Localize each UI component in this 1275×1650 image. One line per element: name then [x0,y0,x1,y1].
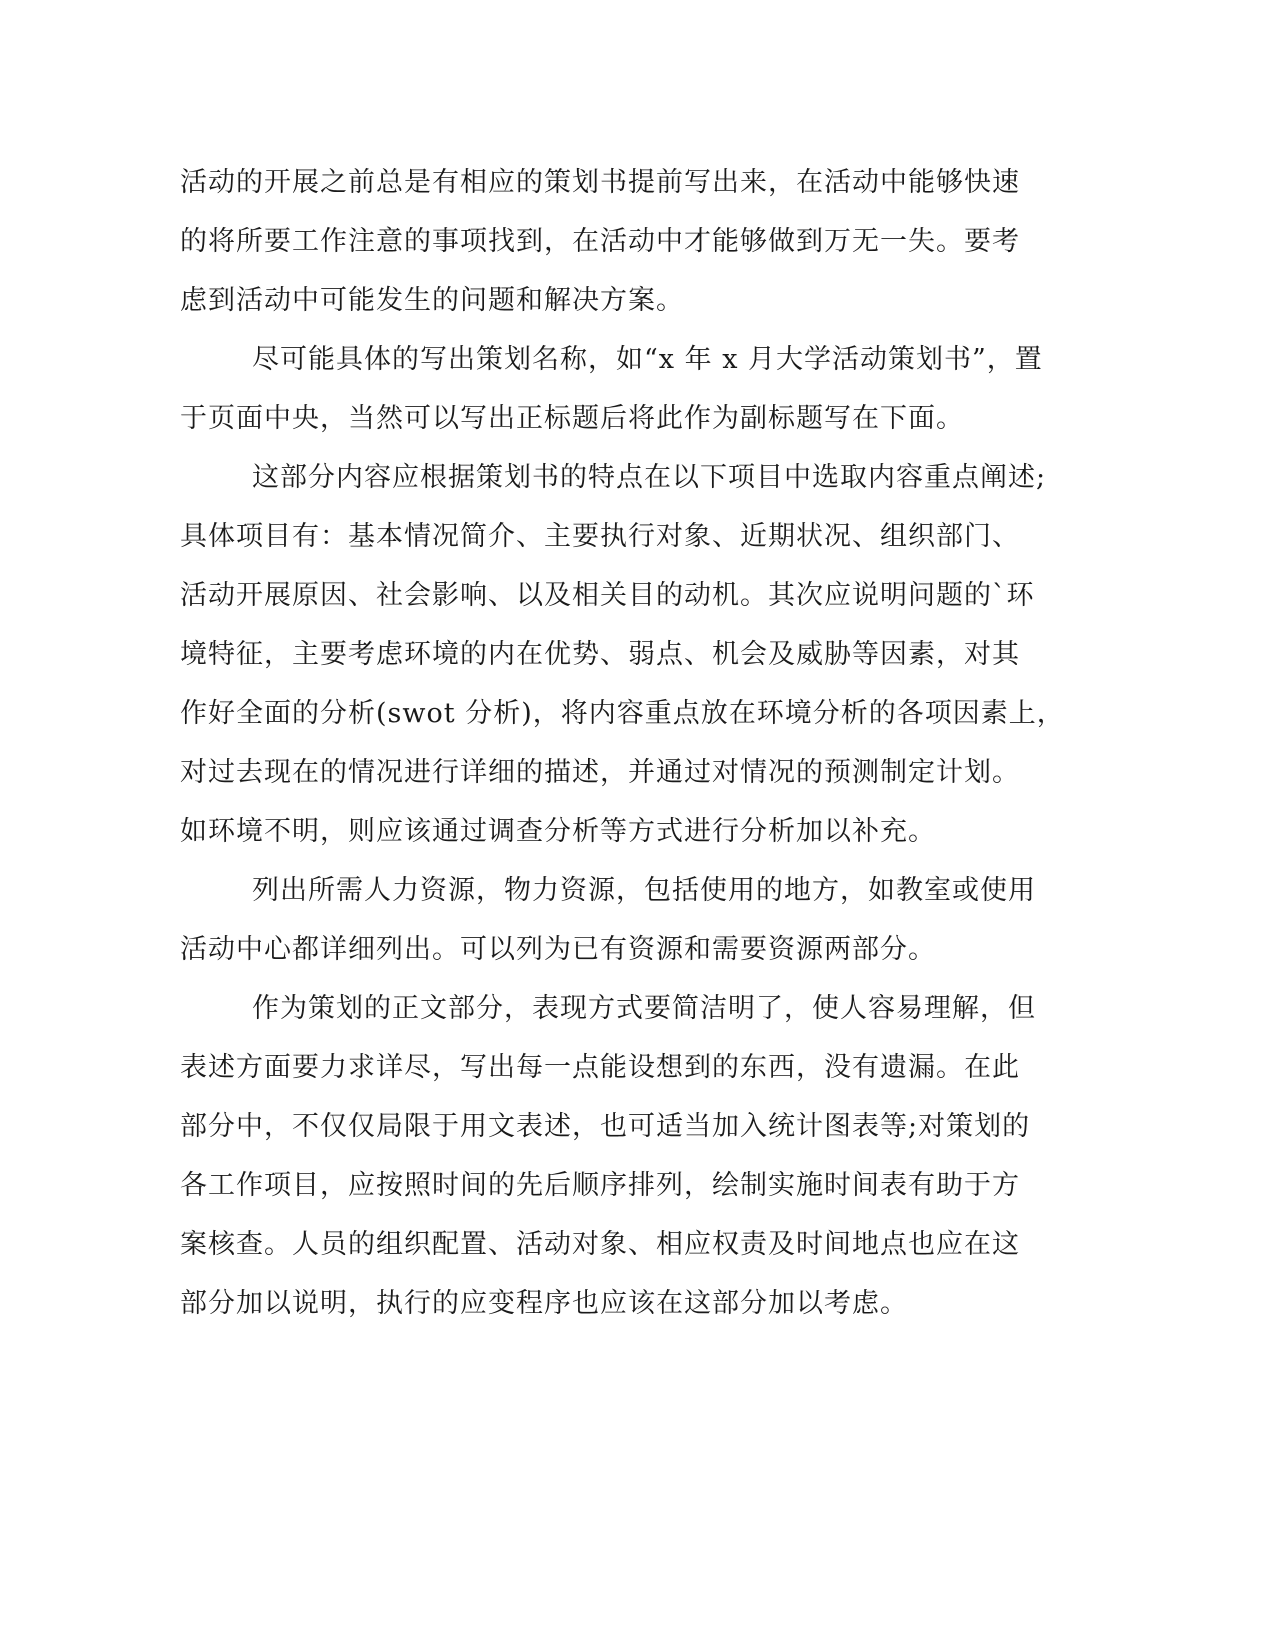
text-line: 活动的开展之前总是有相应的策划书提前写出来，在活动中能够快速 [180,167,1020,198]
text-line: 部分中，不仅仅局限于用文表述，也可适当加入统计图表等;对策划的 [180,1111,1031,1142]
text-line: 各工作项目，应按照时间的先后顺序排列，绘制实施时间表有助于方 [180,1170,1020,1201]
text-line: 对过去现在的情况进行详细的描述，并通过对情况的预测制定计划。 [180,757,1020,788]
text-line: 如环境不明，则应该通过调查分析等方式进行分析加以补充。 [180,816,936,847]
text-line: 表述方面要力求详尽，写出每一点能设想到的东西，没有遗漏。在此 [180,1052,1020,1083]
body-text [180,153,1065,1333]
text-line: 的将所要工作注意的事项找到，在活动中才能够做到万无一失。要考 [180,226,1020,257]
text-line: 虑到活动中可能发生的问题和解决方案。 [180,285,684,316]
text-line: 境特征，主要考虑环境的内在优势、弱点、机会及威胁等因素，对其 [180,639,1020,670]
text-line: 作好全面的分析(swot 分析)，将内容重点放在环境分析的各项因素上， [180,698,1065,729]
text-line: 尽可能具体的写出策划名称，如“x 年 x 月大学活动策划书”，置 [252,344,1043,375]
text-line: 部分加以说明，执行的应变程序也应该在这部分加以考虑。 [180,1288,908,1319]
text-line: 活动中心都详细列出。可以列为已有资源和需要资源两部分。 [180,934,936,965]
text-line: 列出所需人力资源，物力资源，包括使用的地方，如教室或使用 [252,875,1036,906]
text-line: 作为策划的正文部分，表现方式要简洁明了，使人容易理解，但 [252,993,1036,1024]
text-line: 活动开展原因、社会影响、以及相关目的动机。其次应说明问题的`环 [180,580,1035,611]
text-line: 具体项目有：基本情况简介、主要执行对象、近期状况、组织部门、 [180,521,1020,552]
text-line: 这部分内容应根据策划书的特点在以下项目中选取内容重点阐述; [252,462,1047,493]
text-line: 于页面中央，当然可以写出正标题后将此作为副标题写在下面。 [180,403,964,434]
text-line: 案核查。人员的组织配置、活动对象、相应权责及时间地点也应在这 [180,1229,1020,1260]
